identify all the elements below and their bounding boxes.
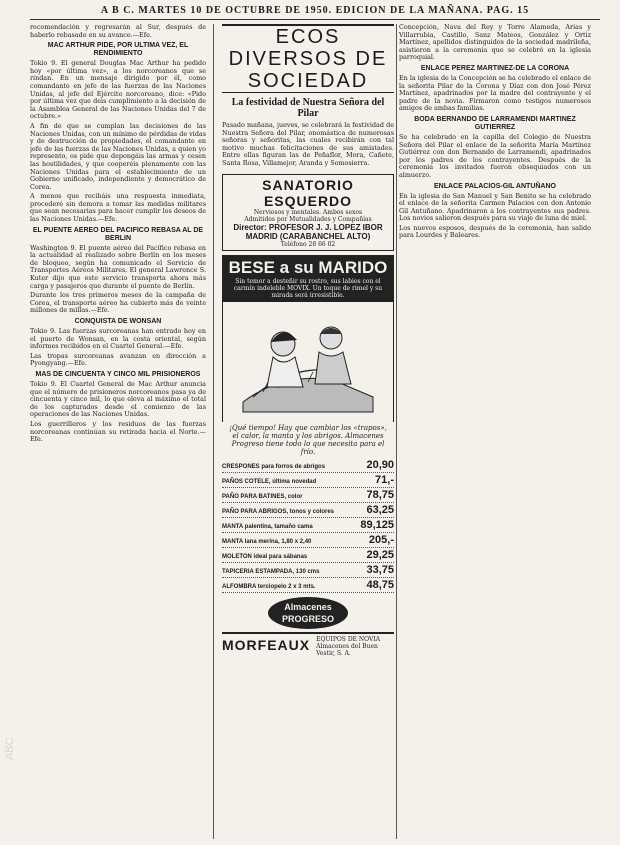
ad-director: Director: PROFESOR J. J. LOPEZ IBOR: [233, 222, 383, 232]
couple-illustration: [222, 302, 394, 422]
news-paragraph: recomendación y regresarán al Sur, después de haberlo rebasado en su avance.—Efe.: [30, 24, 206, 39]
society-paragraph: Pasado mañana, jueves, se celebrará la festividad de Nuestra Señora del Pilar, onomástica de numerosas señoras y señoritas, las cuales recibirán con tal motivo muchas felicitaciones de sus amistades. Entre ellas figuran las de Peñaflor, Mora, Cañete, Santa Rosa, Villamejor, Aranda y Somosierra.: [222, 121, 394, 167]
morfeaux-text: EQUIPOS DE NOVIA Almacenes del Buen Vestir, S. A.: [316, 635, 381, 657]
society-headline: ENLACE PALACIOS-GIL ANTUÑANO: [434, 182, 556, 190]
price-row: TAPICERIA ESTAMPADA, 130 cms 33,75: [222, 563, 394, 576]
news-paragraph: Washington 9. El puente aéreo del Pacífico rebasa en la actualidad al realizado sobre Berlín en los meses de bloqueo, según ha comunicado el Servicio de Transportes Aéreos Militares. El general Lawrence S. Kuter dijo que este servicio transporta ahora más carga y pasajeros que durante el puente de Berlín.: [30, 243, 206, 290]
lipstick-ad: [222, 255, 394, 302]
society-headline: BODA BERNANDO DE LARRAMENDI MARTINEZ GUTIERREZ: [414, 115, 576, 131]
article-subtitle: La festividad de Nuestra Señora del Pilar: [231, 97, 385, 119]
column-news: [30, 24, 206, 839]
society-paragraph: Se ha celebrado en la capilla del Colegio de Nuestra Señora del Pilar el enlace de la señorita María Martínez Gutiérrez con don Bernando de Larramendi, apadrinados por los padres de los contrayentes. Después de la ceremonia los invitados fueron obsequiados con un almuerzo.: [399, 132, 591, 179]
price-row: MOLETON ideal para sábanas 29,25: [222, 548, 394, 561]
news-headline: MAC ARTHUR PIDE, POR ULTIMA VEZ, EL RENDIMIENTO: [47, 42, 189, 58]
society-headline: ENLACE PEREZ MARTINEZ-DE LA CORONA: [420, 64, 570, 72]
archive-watermark: ABC: [4, 737, 16, 760]
lipstick-ad-text: Sin temor a desteñir su rostro, sus labios con el carmín indeleble MOVIX. Un toque de rimel y su mirada será irresistible.: [233, 277, 383, 299]
price-row: MANTA lana merina, 1,80 x 2,40 205,-: [222, 533, 394, 546]
news-paragraph: Tokio 9. Las fuerzas surcoreanas han entrado hoy en el puerto de Wonsan, en la costa oriental, según informes recibidos en el Cuartel General.—Efe.: [30, 327, 206, 351]
ad-caption: ¡Qué tiempo! Hay que cambiar los «trapos», el calor, la manta y los abrigos. Almacenes Progreso tiene todo lo que necesita para el frío.: [229, 423, 387, 456]
column-society-ads: [222, 24, 394, 839]
society-paragraph: En la iglesia de la Concepción se ha celebrado el enlace de la señorita Pilar de la Corona y Díaz con don José Pérez Martínez, apadrinados por la madre del contrayente y el padre de la novia. Firmaron como testigos numerosos amigos de ambas familias.: [399, 73, 591, 113]
column-divider: [396, 24, 397, 839]
price-row: MANTA palentina, tamaño cama 89,125: [222, 518, 394, 531]
page-header: A B C. MARTES 10 DE OCTUBRE DE 1950. EDICION DE LA MAÑANA. PAG. 15: [30, 3, 600, 20]
morfeaux-name: MORFEAUX: [222, 637, 311, 654]
lipstick-ad-title: BESE a su MARIDO: [228, 257, 388, 277]
news-paragraph: Tokio 9. El Cuartel General de Mac Arthur anuncia que el número de prisioneros norcoreanos pasa ya de cincuenta y cinco mil, lo que eleva al máximo el total de los capturados desde el comienzo de las operaciones de las Naciones Unidas.: [30, 379, 206, 419]
society-paragraph: Los nuevos esposos, después de la ceremonia, han salido para Lourdes y Baleares.: [399, 223, 591, 240]
column-divider: [213, 24, 214, 839]
price-list: [222, 458, 394, 593]
ad-city: MADRID (CARABANCHEL ALTO): [245, 231, 371, 241]
news-paragraph: Tokio 9. El general Douglas Mac Arthur ha pedido hoy «por última vez», a los norcoreanos que se rindan. En un mensaje dirigido por él, como comandante en jefe de las fuerzas de las Naciones Unidas, al jefe del Ejército norcoreano, dice: «Pido por última vez que deis cumplimiento a la decisión de la Asamblea General de las Naciones Unidas del 7 de octubre.»: [30, 59, 206, 121]
news-headline: EL PUENTE AEREO DEL PACIFICO REBASA AL DE BERLIN: [32, 226, 204, 242]
news-headline: CONQUISTA DE WONSAN: [74, 318, 162, 325]
price-row: ALFOMBRA terciopelo 2 x 3 mts. 48,75: [222, 578, 394, 591]
news-paragraph: A menos que recibáis una respuesta inmediata, procederé sin demora a tomar las medidas militares que sean necesarias para hacer cumplir los deseos de las Naciones Unidas.—Efe.: [30, 192, 206, 224]
price-row: PAÑO PARA ABRIGOS, tonos y colores 63,25: [222, 503, 394, 516]
sanatorio-ad: [222, 174, 394, 251]
price-row: PAÑOS COTELE, última novedad 71,-: [222, 473, 394, 486]
society-paragraph: Concepción, Nava del Rey y Torre Alameda, Arias y Villarrubia, Castillo, Sanz Mateos, González y Ortiz Martínez, apellidos distinguidos de la sociedad madrileña, asistieron a la ceremonia que se celebró en la iglesia parroquial.: [399, 24, 591, 62]
almacenes-progreso-logo: Almacenes PROGRESO: [268, 597, 348, 629]
sanatorio-name: SANATORIO ESQUERDO: [262, 176, 354, 209]
price-row: CRESPONES para forros de abrigos 20,90: [222, 458, 394, 471]
price-row: PAÑO PARA BATINES, color 78,75: [222, 488, 394, 501]
news-paragraph: A fin de que se cumplan las decisiones de las Naciones Unidas, con un mínimo de pérdidas de vidas y de destrucción de propiedades, el comandante en jefe de las fuerzas de las Naciones Unidas, a quien yo represento, os pide que depongáis las armas y cesen las hostilidades, y que cooperéis plenamente con las Naciones Unidas para el establecimiento de un Gobierno unificado, independiente y democrático de Corea.: [30, 121, 206, 191]
news-paragraph: Durante los tres primeros meses de la campaña de Corea, el transporte aéreo ha cubierto más de veinte millones de millas.—Efe.: [30, 291, 206, 315]
ad-phone: Teléfono 28 66 02: [280, 240, 336, 248]
news-paragraph: Los guerrilleros y los residuos de las fuerzas norcoreanas continúan su retirada hacia el Norte.—Efe.: [30, 419, 206, 444]
section-title: ECOS DIVERSOS DE SOCIEDAD: [222, 24, 394, 93]
ad-line: Admitidos por Mutualidades y Compañías: [244, 215, 372, 223]
news-headline: MAS DE CINCUENTA Y CINCO MIL PRISIONEROS: [35, 370, 201, 378]
news-paragraph: Las tropas surcoreanas avanzan en dirección a Pyongyang.—Efe.: [30, 351, 206, 368]
morfeaux-ad: [222, 632, 394, 657]
society-paragraph: En la iglesia de San Manuel y San Benito se ha celebrado el enlace de la señorita Carmen Palacios con don Antonio Gil Antuñano. Apadrinaron a los contrayentes sus padres. Los novios salieron después para su viaje de luna de miel.: [399, 191, 591, 223]
ad-line: Nerviosos y mentales. Ambos sexos: [253, 208, 363, 216]
column-society: [399, 24, 591, 839]
illustration-drawing: [223, 302, 393, 422]
